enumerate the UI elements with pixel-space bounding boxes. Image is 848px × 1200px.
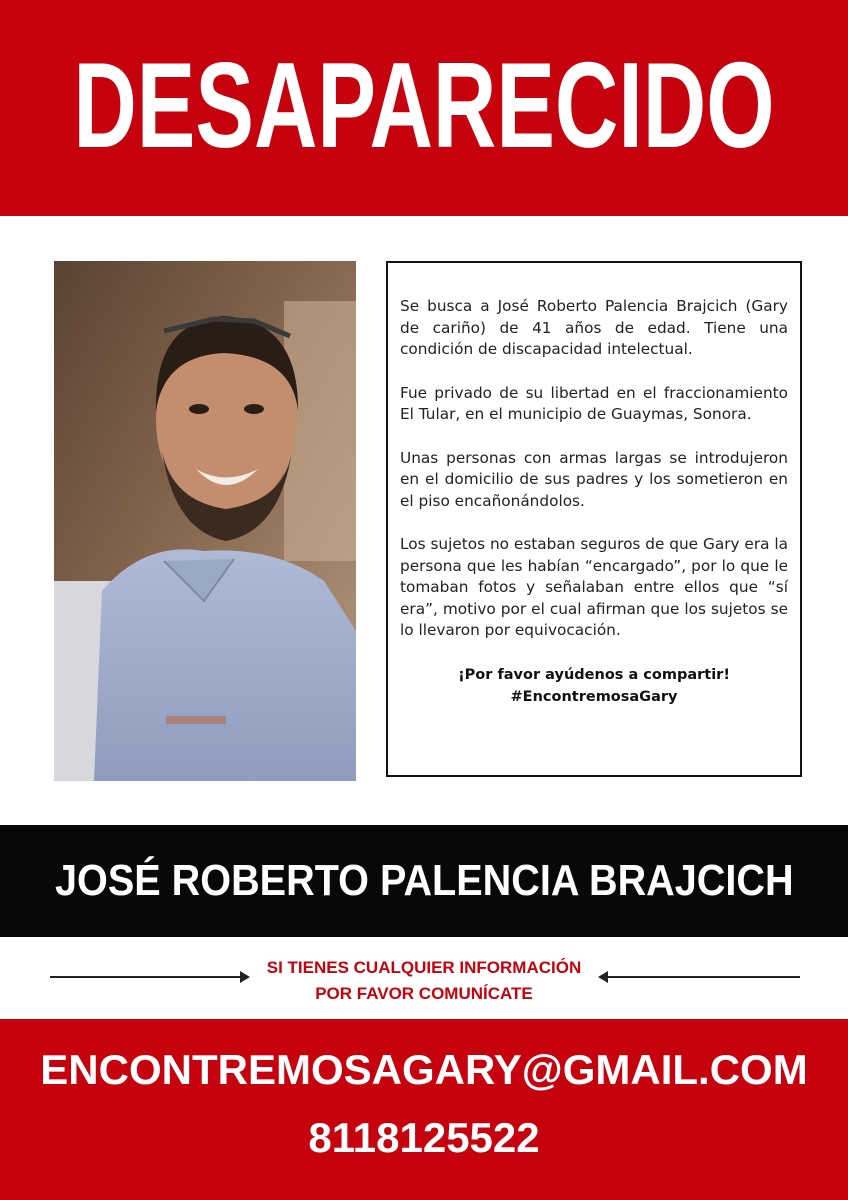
contact-prompt-line: POR FAVOR COMUNÍCATE — [315, 984, 533, 1003]
description-paragraph: Se busca a José Roberto Palencia Brajcich (Gary de cariño) de 41 años de edad. Tiene una condición de discapacidad intelectual. — [400, 297, 788, 358]
missing-person-photo — [54, 261, 356, 781]
contact-prompt — [240, 955, 608, 1007]
headline: DESAPARECIDO — [73, 37, 775, 173]
description-paragraph: Los sujetos no estaban seguros de que Gary era la persona que les habían “encargado”, por lo que le tomaban fotos y señalaban entre ellos que “sí era”, motivo por el cual afirman que los sujetos se lo llevaron por equivocación. — [400, 535, 788, 639]
header-banner — [0, 0, 848, 216]
arrow-left-icon — [608, 976, 800, 978]
description-box — [386, 261, 802, 777]
contact-banner — [0, 1019, 848, 1200]
person-name: JOSÉ ROBERTO PALENCIA BRAJCICH — [54, 856, 794, 905]
name-bar — [0, 825, 848, 937]
contact-prompt-line: SI TIENES CUALQUIER INFORMACIÓN — [266, 958, 582, 977]
contact-email[interactable]: ENCONTREMOSAGARY@GMAIL.COM — [40, 1046, 808, 1093]
description-paragraph: Unas personas con armas largas se introdujeron en el domicilio de sus padres y los sometieron en el piso encañonándolos. — [400, 448, 788, 510]
arrow-right-icon — [50, 976, 242, 978]
share-text: ¡Por favor ayúdenos a compartir! — [458, 666, 730, 683]
share-call — [400, 664, 788, 708]
description-paragraph: Fue privado de su libertad en el fraccionamiento El Tular, en el municipio de Guaymas, Sonora. — [400, 383, 788, 423]
contact-phone[interactable]: 8118125522 — [308, 1114, 540, 1161]
portrait-illustration — [54, 261, 356, 781]
hashtag: #EncontremosaGary — [510, 688, 678, 705]
